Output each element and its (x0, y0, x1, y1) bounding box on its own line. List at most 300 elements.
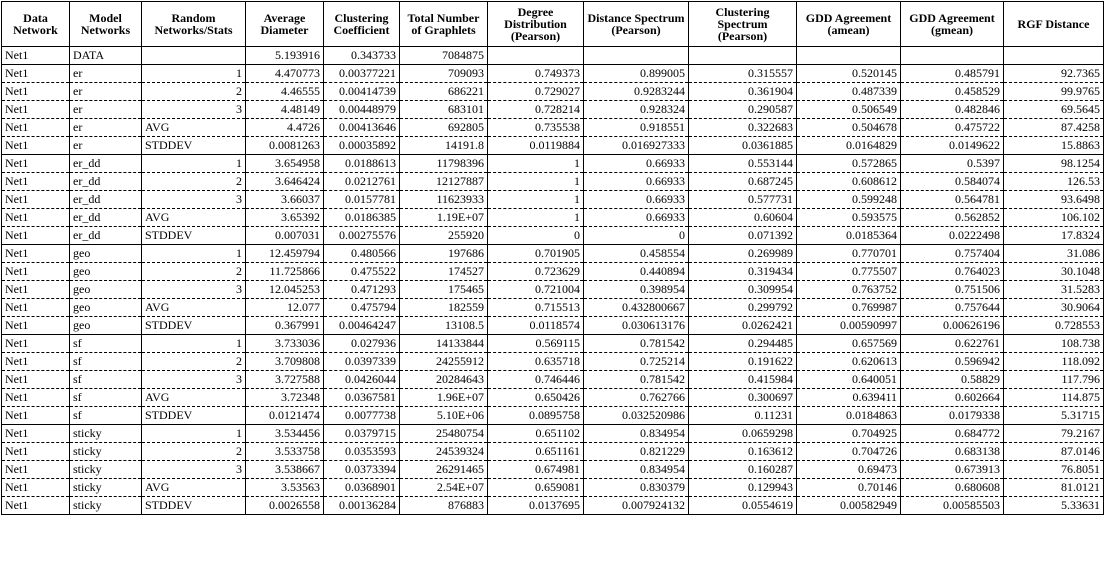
table-cell: 0 (584, 227, 689, 245)
table-cell: 0.0119884 (488, 137, 584, 155)
table-cell: 0.00377221 (324, 65, 400, 83)
table-cell: 0.775507 (797, 263, 901, 281)
table-cell: 0.751506 (901, 281, 1004, 299)
table-cell: 3.646424 (246, 173, 324, 191)
table-cell: 0.315557 (689, 65, 797, 83)
table-cell: 0.343733 (324, 47, 400, 65)
table-cell: 30.9064 (1004, 299, 1104, 317)
table-row (2, 119, 1104, 137)
table-cell: Net1 (2, 209, 70, 227)
table-cell: 0.769987 (797, 299, 901, 317)
table-cell: 1 (142, 425, 246, 443)
table-cell: 0.704925 (797, 425, 901, 443)
table-cell: 0.918551 (584, 119, 689, 137)
table-cell: Net1 (2, 47, 70, 65)
table-cell: 114.875 (1004, 389, 1104, 407)
table-row (2, 101, 1104, 119)
table-cell: geo (70, 299, 142, 317)
table-cell: 0.319434 (689, 263, 797, 281)
table-cell: 0.0895758 (488, 407, 584, 425)
table-cell: 0.269989 (689, 245, 797, 263)
table-cell: 81.0121 (1004, 479, 1104, 497)
table-cell: er (70, 119, 142, 137)
table-cell: STDDEV (142, 407, 246, 425)
table-cell: 692805 (400, 119, 488, 137)
table-cell: er (70, 83, 142, 101)
table-cell (142, 47, 246, 65)
table-cell: 2.54E+07 (400, 479, 488, 497)
table-cell: Net1 (2, 65, 70, 83)
table-cell: 0.0077738 (324, 407, 400, 425)
table-cell: STDDEV (142, 227, 246, 245)
table-cell: DATA (70, 47, 142, 65)
table-cell: 0.66933 (584, 191, 689, 209)
table-cell: 24255912 (400, 353, 488, 371)
table-cell: er (70, 65, 142, 83)
table-cell: 0 (488, 227, 584, 245)
table-cell: 0.66933 (584, 173, 689, 191)
table-cell: 0.66933 (584, 209, 689, 227)
table-cell: 0.00413646 (324, 119, 400, 137)
table-cell: 5.31715 (1004, 407, 1104, 425)
table-cell: 0.0368901 (324, 479, 400, 497)
table-cell: 11798396 (400, 155, 488, 173)
table-cell: 12.077 (246, 299, 324, 317)
column-header: Data Network (2, 2, 70, 47)
table-row (2, 461, 1104, 479)
table-cell: 0.475722 (901, 119, 1004, 137)
table-row (2, 191, 1104, 209)
table-cell: 1.96E+07 (400, 389, 488, 407)
table-cell: 0.5397 (901, 155, 1004, 173)
table-cell: AVG (142, 299, 246, 317)
table-cell: sticky (70, 425, 142, 443)
table-cell: 0.191622 (689, 353, 797, 371)
table-cell: 0.0184863 (797, 407, 901, 425)
table-cell (1004, 47, 1104, 65)
table-cell: 11623933 (400, 191, 488, 209)
table-cell: 0.599248 (797, 191, 901, 209)
table-cell: er_dd (70, 209, 142, 227)
table-cell: 0.596942 (901, 353, 1004, 371)
table-cell: 31.5283 (1004, 281, 1104, 299)
table-cell: 0.608612 (797, 173, 901, 191)
table-cell: 0.030613176 (584, 317, 689, 335)
table-cell: er_dd (70, 191, 142, 209)
table-cell: 0.475522 (324, 263, 400, 281)
table-cell: 3.733036 (246, 335, 324, 353)
column-header: Degree Distribution (Pearson) (488, 2, 584, 47)
table-cell: 17.8324 (1004, 227, 1104, 245)
table-cell: 0.504678 (797, 119, 901, 137)
table-cell: 0.163612 (689, 443, 797, 461)
table-cell: 3.53563 (246, 479, 324, 497)
table-cell: 0.593575 (797, 209, 901, 227)
table-cell: 69.5645 (1004, 101, 1104, 119)
column-header: Total Number of Graphlets (400, 2, 488, 47)
table-cell: 26291465 (400, 461, 488, 479)
table-cell: Net1 (2, 497, 70, 515)
table-cell: 0.0157781 (324, 191, 400, 209)
table-cell: 0.562852 (901, 209, 1004, 227)
table-cell: Net1 (2, 317, 70, 335)
table-cell: 0.684772 (901, 425, 1004, 443)
table-cell: 12.045253 (246, 281, 324, 299)
column-header: Random Networks/Stats (142, 2, 246, 47)
table-cell: 0.757644 (901, 299, 1004, 317)
table-cell: 709093 (400, 65, 488, 83)
table-cell: Net1 (2, 389, 70, 407)
table-cell: sticky (70, 479, 142, 497)
table-cell (901, 47, 1004, 65)
table-cell: 0.834954 (584, 461, 689, 479)
table-cell: 4.4726 (246, 119, 324, 137)
table-cell: 12.459794 (246, 245, 324, 263)
column-header: Clustering Spectrum (Pearson) (689, 2, 797, 47)
table-cell: 0.659081 (488, 479, 584, 497)
table-row (2, 299, 1104, 317)
table-cell: 174527 (400, 263, 488, 281)
table-cell: Net1 (2, 191, 70, 209)
table-cell: 0.0179338 (901, 407, 1004, 425)
column-header: GDD Agreement (gmean) (901, 2, 1004, 47)
table-cell: 0.928324 (584, 101, 689, 119)
table-cell: 0.770701 (797, 245, 901, 263)
table-cell: Net1 (2, 479, 70, 497)
table-body (2, 47, 1104, 515)
table-cell: 0.00414739 (324, 83, 400, 101)
table-cell: 0.635718 (488, 353, 584, 371)
table-cell: 93.6498 (1004, 191, 1104, 209)
table-cell: 0.762766 (584, 389, 689, 407)
table-cell: 0.781542 (584, 335, 689, 353)
table-cell: 0.520145 (797, 65, 901, 83)
table-cell: er (70, 137, 142, 155)
table-cell: 0.0379715 (324, 425, 400, 443)
table-cell: 197686 (400, 245, 488, 263)
table-cell: 1 (142, 155, 246, 173)
table-cell: sf (70, 335, 142, 353)
table-cell: 686221 (400, 83, 488, 101)
table-cell: AVG (142, 209, 246, 227)
table-cell: 0.475794 (324, 299, 400, 317)
table-cell: 2 (142, 83, 246, 101)
table-cell: 4.470773 (246, 65, 324, 83)
table-row (2, 263, 1104, 281)
table-cell: 0.821229 (584, 443, 689, 461)
table-cell: sticky (70, 443, 142, 461)
table-cell: 0.309954 (689, 281, 797, 299)
table-cell: 0.763752 (797, 281, 901, 299)
table-cell: 0.725214 (584, 353, 689, 371)
table-cell: sticky (70, 461, 142, 479)
table-cell: 3.534456 (246, 425, 324, 443)
table-cell: 0.480566 (324, 245, 400, 263)
column-header: Average Diameter (246, 2, 324, 47)
table-cell: er_dd (70, 173, 142, 191)
table-cell: 0.00582949 (797, 497, 901, 515)
table-cell: 126.53 (1004, 173, 1104, 191)
table-cell: 683101 (400, 101, 488, 119)
table-cell: 0.0659298 (689, 425, 797, 443)
table-cell: sf (70, 389, 142, 407)
table-cell: 0.651102 (488, 425, 584, 443)
table-cell: 0.00464247 (324, 317, 400, 335)
table-cell: 0.728214 (488, 101, 584, 119)
table-row (2, 83, 1104, 101)
table-cell: 0.0262421 (689, 317, 797, 335)
table-cell: 0.735538 (488, 119, 584, 137)
table-cell: 92.7365 (1004, 65, 1104, 83)
table-cell: STDDEV (142, 317, 246, 335)
table-cell: geo (70, 317, 142, 335)
table-row (2, 245, 1104, 263)
table-cell: 0.0554619 (689, 497, 797, 515)
column-header: Model Networks (70, 2, 142, 47)
table-cell: Net1 (2, 299, 70, 317)
table-cell: 0.0188613 (324, 155, 400, 173)
table-cell: 0.00626196 (901, 317, 1004, 335)
table-cell: er_dd (70, 227, 142, 245)
table-row (2, 47, 1104, 65)
table-cell: 0.569115 (488, 335, 584, 353)
table-cell: 0.553144 (689, 155, 797, 173)
table-cell: 182559 (400, 299, 488, 317)
table-cell: 15.8863 (1004, 137, 1104, 155)
table-row (2, 317, 1104, 335)
table-cell: 0.487339 (797, 83, 901, 101)
table-cell: 25480754 (400, 425, 488, 443)
column-header: Distance Spectrum (Pearson) (584, 2, 689, 47)
table-cell: 0.016927333 (584, 137, 689, 155)
table-cell: 2 (142, 173, 246, 191)
table-cell: geo (70, 281, 142, 299)
table-cell: 0.0361885 (689, 137, 797, 155)
table-cell: sf (70, 407, 142, 425)
table-cell: 0.674981 (488, 461, 584, 479)
table-cell: 2 (142, 353, 246, 371)
table-row (2, 155, 1104, 173)
table-cell: er_dd (70, 155, 142, 173)
table-row (2, 353, 1104, 371)
table-cell: 3 (142, 281, 246, 299)
table-cell: 3.72348 (246, 389, 324, 407)
table-cell: 2 (142, 443, 246, 461)
table-cell: sf (70, 353, 142, 371)
table-cell (797, 47, 901, 65)
table-cell: 0.781542 (584, 371, 689, 389)
table-cell: sticky (70, 497, 142, 515)
table-row (2, 335, 1104, 353)
table-cell: 0.007031 (246, 227, 324, 245)
table-cell: 1 (488, 155, 584, 173)
table-cell: 0.680608 (901, 479, 1004, 497)
table-cell: 4.46555 (246, 83, 324, 101)
table-cell: 0.58829 (901, 371, 1004, 389)
table-cell: Net1 (2, 263, 70, 281)
table-cell: 0.0397339 (324, 353, 400, 371)
table-cell: Net1 (2, 371, 70, 389)
table-cell: 0.361904 (689, 83, 797, 101)
table-cell: 0.746446 (488, 371, 584, 389)
table-cell: Net1 (2, 101, 70, 119)
table-cell: 0.577731 (689, 191, 797, 209)
table-cell: 0.640051 (797, 371, 901, 389)
table-cell: Net1 (2, 137, 70, 155)
table-cell: 0.300697 (689, 389, 797, 407)
column-header: RGF Distance (1004, 2, 1104, 47)
table-cell: 14133844 (400, 335, 488, 353)
table-cell: 0.032520986 (584, 407, 689, 425)
column-header: GDD Agreement (amean) (797, 2, 901, 47)
table-cell: 3.709808 (246, 353, 324, 371)
table-row (2, 425, 1104, 443)
table-cell: 12127887 (400, 173, 488, 191)
table-cell: 1.19E+07 (400, 209, 488, 227)
table-cell: 0.602664 (901, 389, 1004, 407)
table-cell: 3.65392 (246, 209, 324, 227)
table-cell: 3.538667 (246, 461, 324, 479)
table-cell: 0.620613 (797, 353, 901, 371)
table-cell: 0.294485 (689, 335, 797, 353)
table-cell: Net1 (2, 407, 70, 425)
table-row (2, 479, 1104, 497)
table-cell: 2 (142, 263, 246, 281)
table-cell: Net1 (2, 353, 70, 371)
table-cell: 0.673913 (901, 461, 1004, 479)
table-cell: 0.0137695 (488, 497, 584, 515)
table-cell: 0.639411 (797, 389, 901, 407)
table-cell: 0.160287 (689, 461, 797, 479)
table-cell: 0.830379 (584, 479, 689, 497)
table-cell: Net1 (2, 443, 70, 461)
table-cell: 0.071392 (689, 227, 797, 245)
table-cell: 87.0146 (1004, 443, 1104, 461)
table-cell: 4.48149 (246, 101, 324, 119)
table-cell: 175465 (400, 281, 488, 299)
table-cell: 3 (142, 461, 246, 479)
table-cell: 0.0149622 (901, 137, 1004, 155)
table-cell: 3.66037 (246, 191, 324, 209)
table-cell: 0.0121474 (246, 407, 324, 425)
table-cell: 0.482846 (901, 101, 1004, 119)
table-row (2, 407, 1104, 425)
table-cell: 0.00275576 (324, 227, 400, 245)
table-cell: 0.0081263 (246, 137, 324, 155)
table-cell: 0.729027 (488, 83, 584, 101)
table-cell: 11.725866 (246, 263, 324, 281)
table-cell: 876883 (400, 497, 488, 515)
table-cell: 0.651161 (488, 443, 584, 461)
table-cell: 0.00136284 (324, 497, 400, 515)
table-cell: geo (70, 263, 142, 281)
table-row (2, 227, 1104, 245)
table-cell: Net1 (2, 227, 70, 245)
table-cell: 0.458554 (584, 245, 689, 263)
table-cell (584, 47, 689, 65)
table-cell: 3 (142, 371, 246, 389)
table-cell: 0.834954 (584, 425, 689, 443)
table-cell: 0.757404 (901, 245, 1004, 263)
table-cell: Net1 (2, 461, 70, 479)
table-cell: 0.622761 (901, 335, 1004, 353)
table-cell: 7084875 (400, 47, 488, 65)
table-cell: 0.683138 (901, 443, 1004, 461)
table-cell: 0.749373 (488, 65, 584, 83)
table-cell: 0.0353593 (324, 443, 400, 461)
table-row (2, 281, 1104, 299)
table-cell: 1 (142, 335, 246, 353)
table-cell: 3 (142, 191, 246, 209)
table-cell (689, 47, 797, 65)
table-cell: 0.764023 (901, 263, 1004, 281)
table-cell: 0.0373394 (324, 461, 400, 479)
table-cell: 0.471293 (324, 281, 400, 299)
table-cell: 0.715513 (488, 299, 584, 317)
table-cell: 0.0367581 (324, 389, 400, 407)
table-cell: 0.69473 (797, 461, 901, 479)
table-cell: 5.193916 (246, 47, 324, 65)
table-cell: er (70, 101, 142, 119)
table-row (2, 371, 1104, 389)
table-cell: AVG (142, 119, 246, 137)
table-cell: 20284643 (400, 371, 488, 389)
table-header-row (2, 2, 1104, 47)
table-cell: 1 (488, 209, 584, 227)
table-cell: 0.485791 (901, 65, 1004, 83)
table-row (2, 137, 1104, 155)
table-cell: 0.432800667 (584, 299, 689, 317)
table-cell: 5.33631 (1004, 497, 1104, 515)
table-cell: STDDEV (142, 497, 246, 515)
table-cell: 98.1254 (1004, 155, 1104, 173)
table-cell: 0.728553 (1004, 317, 1104, 335)
table-cell: 0.415984 (689, 371, 797, 389)
table-cell: Net1 (2, 335, 70, 353)
table-cell: 14191.8 (400, 137, 488, 155)
table-row (2, 209, 1104, 227)
table-cell: 0.584074 (901, 173, 1004, 191)
table-cell: Net1 (2, 425, 70, 443)
table-cell: 0.00590997 (797, 317, 901, 335)
table-cell: 0.0212761 (324, 173, 400, 191)
table-cell: 118.092 (1004, 353, 1104, 371)
table-row (2, 65, 1104, 83)
table-cell: 108.738 (1004, 335, 1104, 353)
table-cell: 255920 (400, 227, 488, 245)
table-cell: 76.8051 (1004, 461, 1104, 479)
table-cell: 106.102 (1004, 209, 1104, 227)
table-cell: 1 (488, 173, 584, 191)
table-cell: 0.70146 (797, 479, 901, 497)
table-cell: 0.572865 (797, 155, 901, 173)
table-cell: 0.367991 (246, 317, 324, 335)
table-cell: sf (70, 371, 142, 389)
table-cell: 0.650426 (488, 389, 584, 407)
table-cell: 0.657569 (797, 335, 901, 353)
table-cell: 3.533758 (246, 443, 324, 461)
table-cell: 1 (142, 245, 246, 263)
table-cell: Net1 (2, 245, 70, 263)
table-cell: 31.086 (1004, 245, 1104, 263)
table-cell: 0.0185364 (797, 227, 901, 245)
table-cell: 0.899005 (584, 65, 689, 83)
table-cell: 0.398954 (584, 281, 689, 299)
table-cell: Net1 (2, 173, 70, 191)
column-header: Clustering Coefficient (324, 2, 400, 47)
table-cell: 0.0026558 (246, 497, 324, 515)
table-cell: 0.00035892 (324, 137, 400, 155)
